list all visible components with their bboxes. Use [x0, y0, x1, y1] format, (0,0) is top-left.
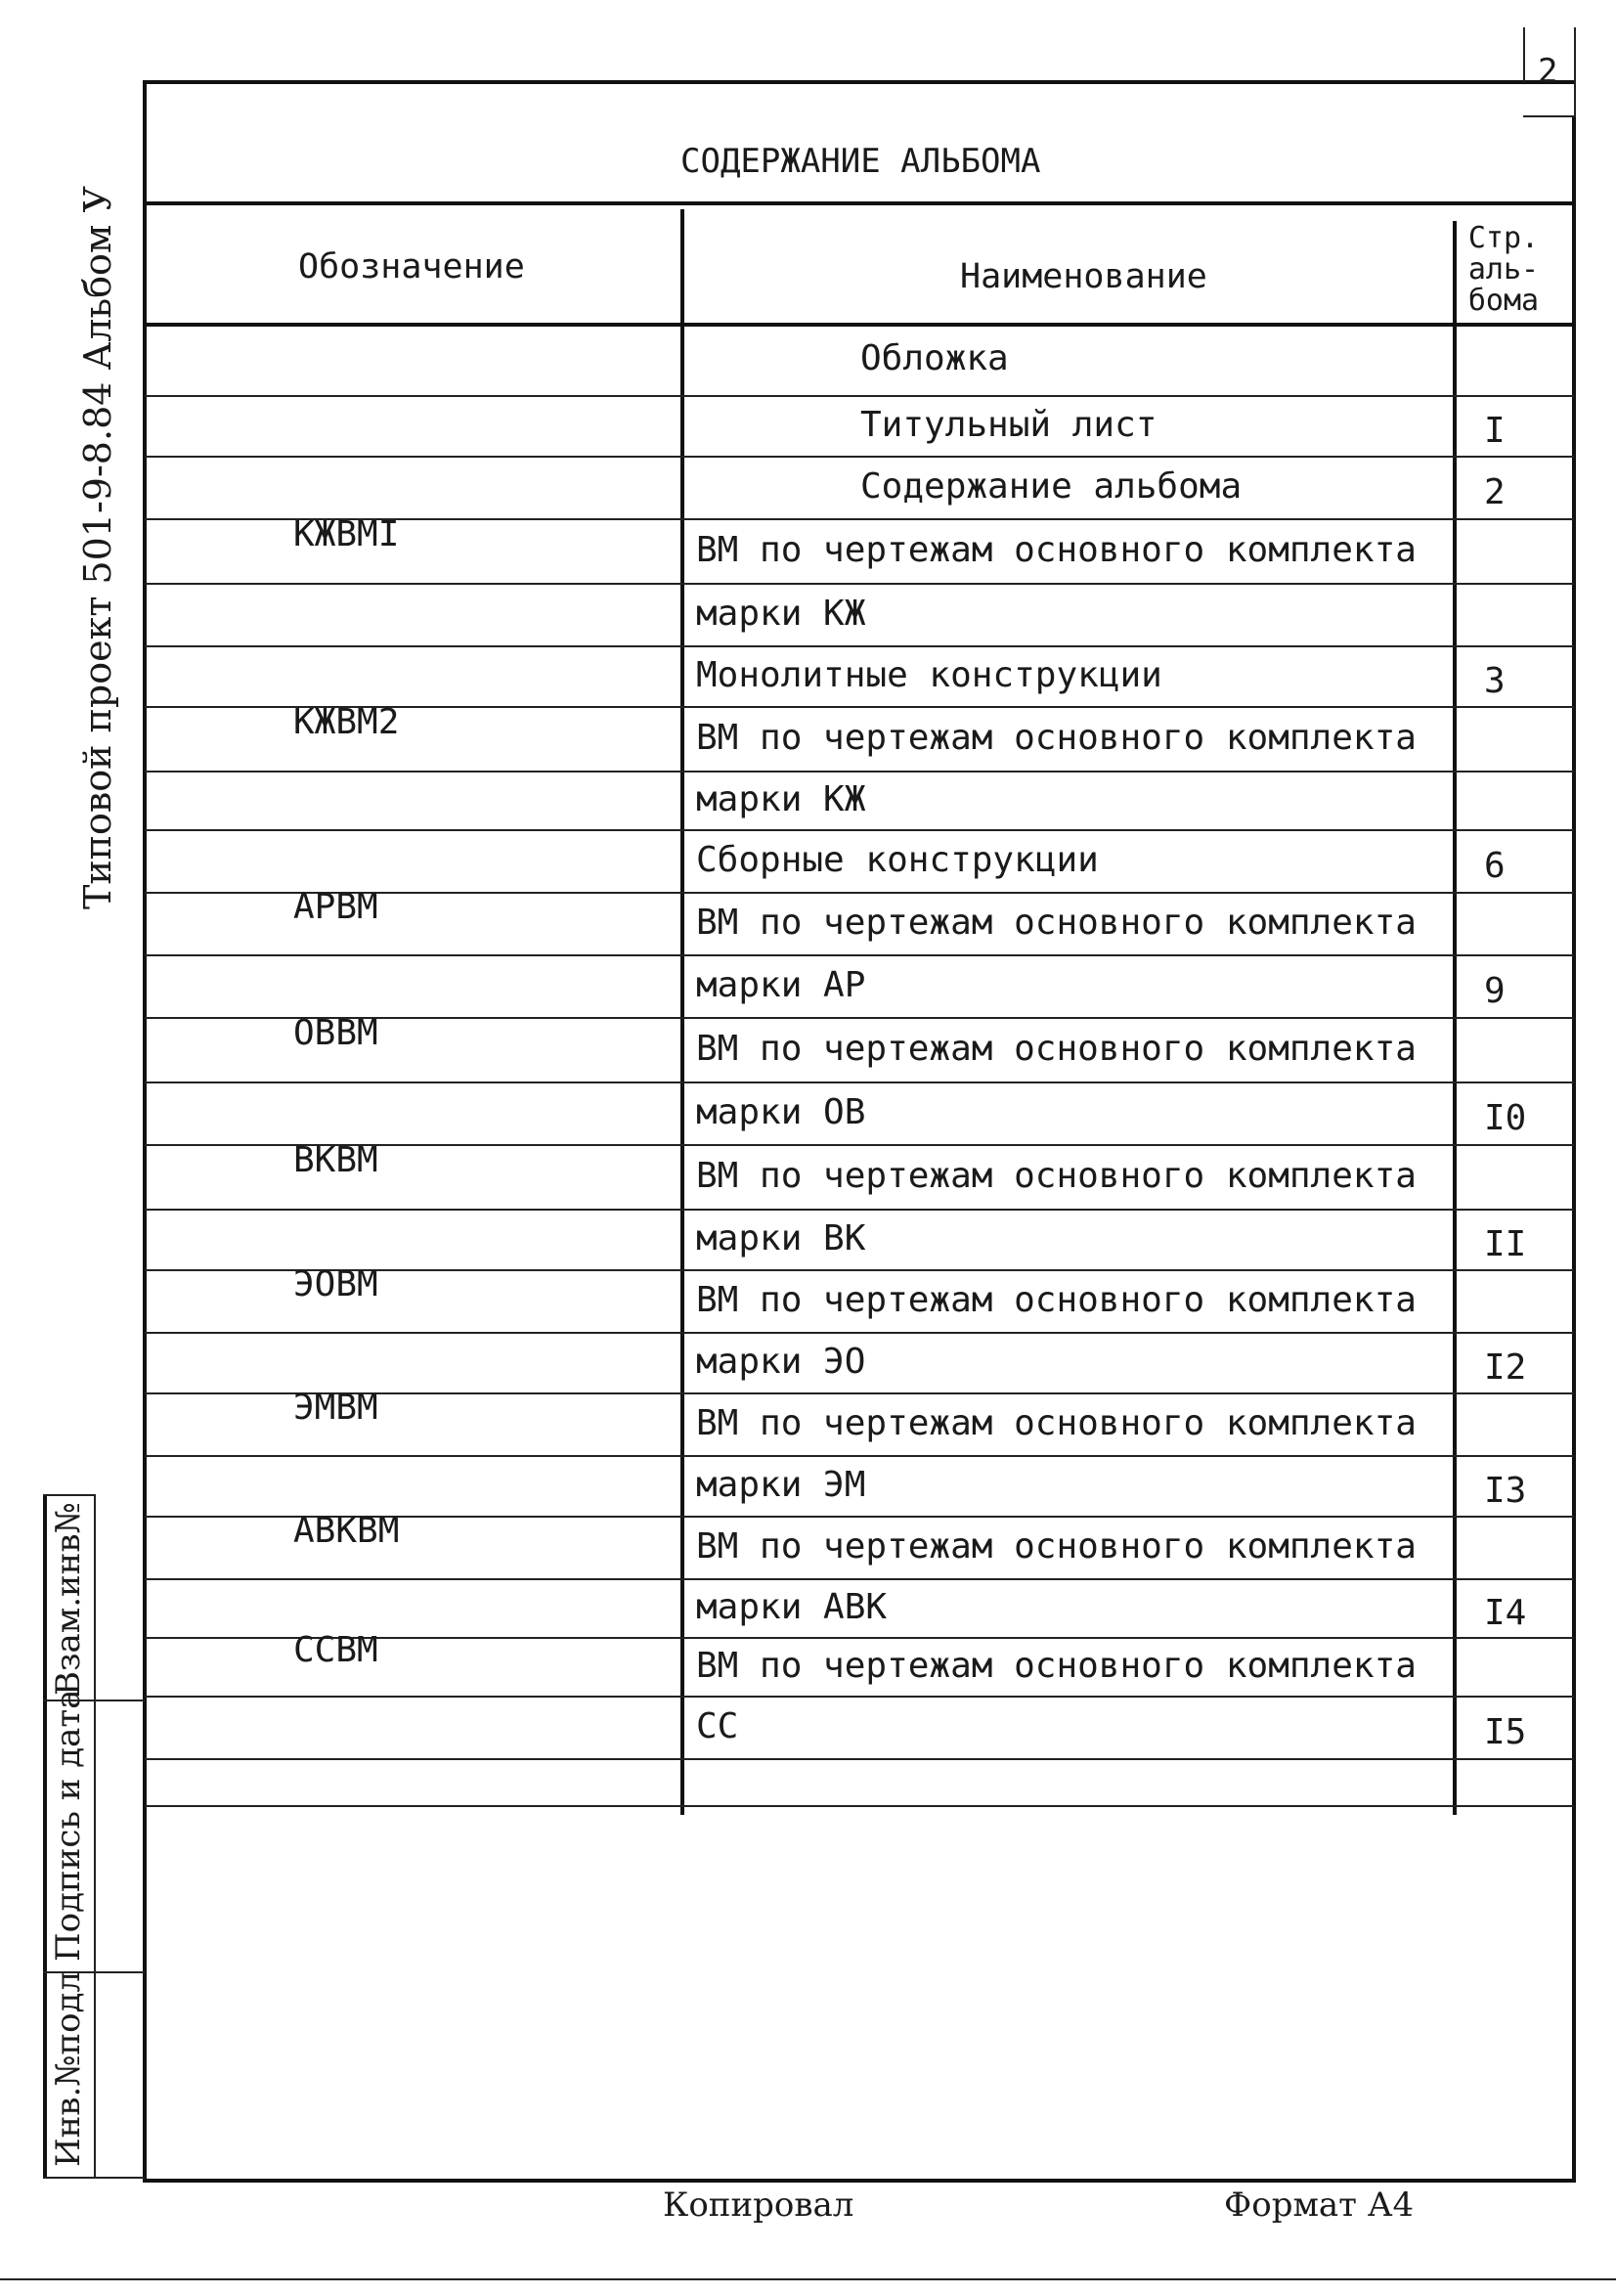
row-name: Монолитные конструкции: [696, 655, 1162, 695]
row-name: ВМ по чертежам основного комплекта: [696, 1526, 1417, 1567]
row-name: ВМ по чертежам основного комплекта: [696, 903, 1417, 943]
stamp-bottom: [43, 2177, 145, 2179]
col-header-name: Наименование: [960, 257, 1207, 296]
row-name: марки АР: [696, 965, 866, 1005]
stamp-top: [43, 1494, 96, 1496]
frame-top: [145, 80, 1574, 84]
row-page: I3: [1484, 1471, 1527, 1511]
stamp-inv-podl: Инв.№подл: [49, 1970, 88, 2167]
row-page: 9: [1484, 971, 1506, 1011]
row-divider: [145, 1758, 1574, 1760]
row-page: I: [1484, 411, 1506, 451]
row-page: 2: [1484, 472, 1506, 512]
col-header-page-line1: Стр.: [1467, 221, 1540, 255]
row-page: II: [1484, 1224, 1527, 1264]
row-page: I0: [1484, 1098, 1527, 1138]
outer-bottom-edge: [0, 2278, 1616, 2280]
row-name: Содержание альбома: [860, 466, 1243, 507]
row-divider: [145, 1082, 1574, 1083]
row-page: I5: [1484, 1712, 1527, 1752]
row-divider: [145, 954, 1574, 956]
page-title: СОДЕРЖАНИЕ АЛЬБОМА: [680, 142, 1041, 181]
row-divider: [145, 395, 1574, 397]
row-code: КЖВМ2: [293, 702, 400, 742]
page-number-box-bottom: [1523, 115, 1576, 117]
row-page: I4: [1484, 1593, 1527, 1633]
footer-copied: Копировал: [663, 2186, 854, 2225]
frame-bottom: [143, 2179, 1576, 2183]
row-code: ЭОВМ: [293, 1264, 378, 1304]
row-divider: [145, 1455, 1574, 1457]
page-number-box-left: [1523, 27, 1525, 82]
stamp-vzam-inv: Взам.инв№: [49, 1502, 88, 1696]
footer-format: Формат А4: [1224, 2186, 1415, 2225]
col-header-page: [1461, 223, 1547, 317]
row-page: 6: [1484, 846, 1506, 886]
row-name: Титульный лист: [860, 405, 1157, 445]
row-code: АРВМ: [293, 887, 378, 927]
row-name: ВМ по чертежам основного комплекта: [696, 1403, 1417, 1443]
row-name: марки ОВ: [696, 1092, 866, 1132]
row-name: ВМ по чертежам основного комплекта: [696, 1156, 1417, 1196]
row-page: 3: [1484, 661, 1506, 701]
row-code: ОВВМ: [293, 1013, 378, 1053]
col-header-page-line2: аль-: [1467, 252, 1540, 287]
row-code: ВКВМ: [293, 1140, 378, 1180]
row-name: Сборные конструкции: [696, 840, 1099, 880]
row-divider: [145, 771, 1574, 773]
row-code: АВКВМ: [293, 1511, 400, 1551]
row-code: ЭМВМ: [293, 1388, 378, 1428]
row-divider: [145, 829, 1574, 831]
col-header-designation: Обозначение: [298, 247, 525, 287]
row-name: марки ЭМ: [696, 1465, 866, 1505]
stamp-left-border: [43, 1494, 47, 2179]
stamp-podpis-data: Подпись и дата: [49, 1689, 88, 1962]
row-name: марки ВК: [696, 1218, 866, 1258]
row-name: марки КЖ: [696, 779, 866, 819]
frame-right: [1572, 115, 1576, 2181]
side-title: Типовой проект 501-9-8.84 Альбом У: [76, 186, 119, 909]
row-divider: [145, 1696, 1574, 1698]
stamp-inner-border: [94, 1494, 96, 2179]
row-divider: [145, 645, 1574, 647]
row-divider: [145, 1209, 1574, 1211]
row-name: СС: [696, 1706, 739, 1746]
row-divider: [145, 1332, 1574, 1334]
row-code: КЖВМI: [293, 514, 400, 554]
row-page: I2: [1484, 1347, 1527, 1388]
row-divider: [145, 1578, 1574, 1580]
row-code: ССВМ: [293, 1630, 378, 1670]
page-number: 2: [1538, 52, 1558, 91]
row-name: ВМ по чертежам основного комплекта: [696, 530, 1417, 570]
row-name: марки АВК: [696, 1587, 888, 1627]
row-name: ВМ по чертежам основного комплекта: [696, 1029, 1417, 1069]
row-name: Обложка: [860, 338, 1009, 378]
row-name: ВМ по чертежам основного комплекта: [696, 718, 1417, 758]
col-header-page-line3: бома: [1467, 284, 1540, 318]
row-name: марки КЖ: [696, 594, 866, 634]
row-divider: [145, 456, 1574, 458]
row-divider: [145, 583, 1574, 585]
row-name: марки ЭО: [696, 1342, 866, 1382]
header-divider: [145, 323, 1574, 327]
row-divider: [145, 1805, 1574, 1807]
row-name: ВМ по чертежам основного комплекта: [696, 1280, 1417, 1320]
page-number-box-right: [1574, 27, 1576, 117]
col-divider-1: [680, 209, 684, 1815]
row-name: ВМ по чертежам основного комплекта: [696, 1646, 1417, 1686]
title-divider: [145, 201, 1574, 205]
